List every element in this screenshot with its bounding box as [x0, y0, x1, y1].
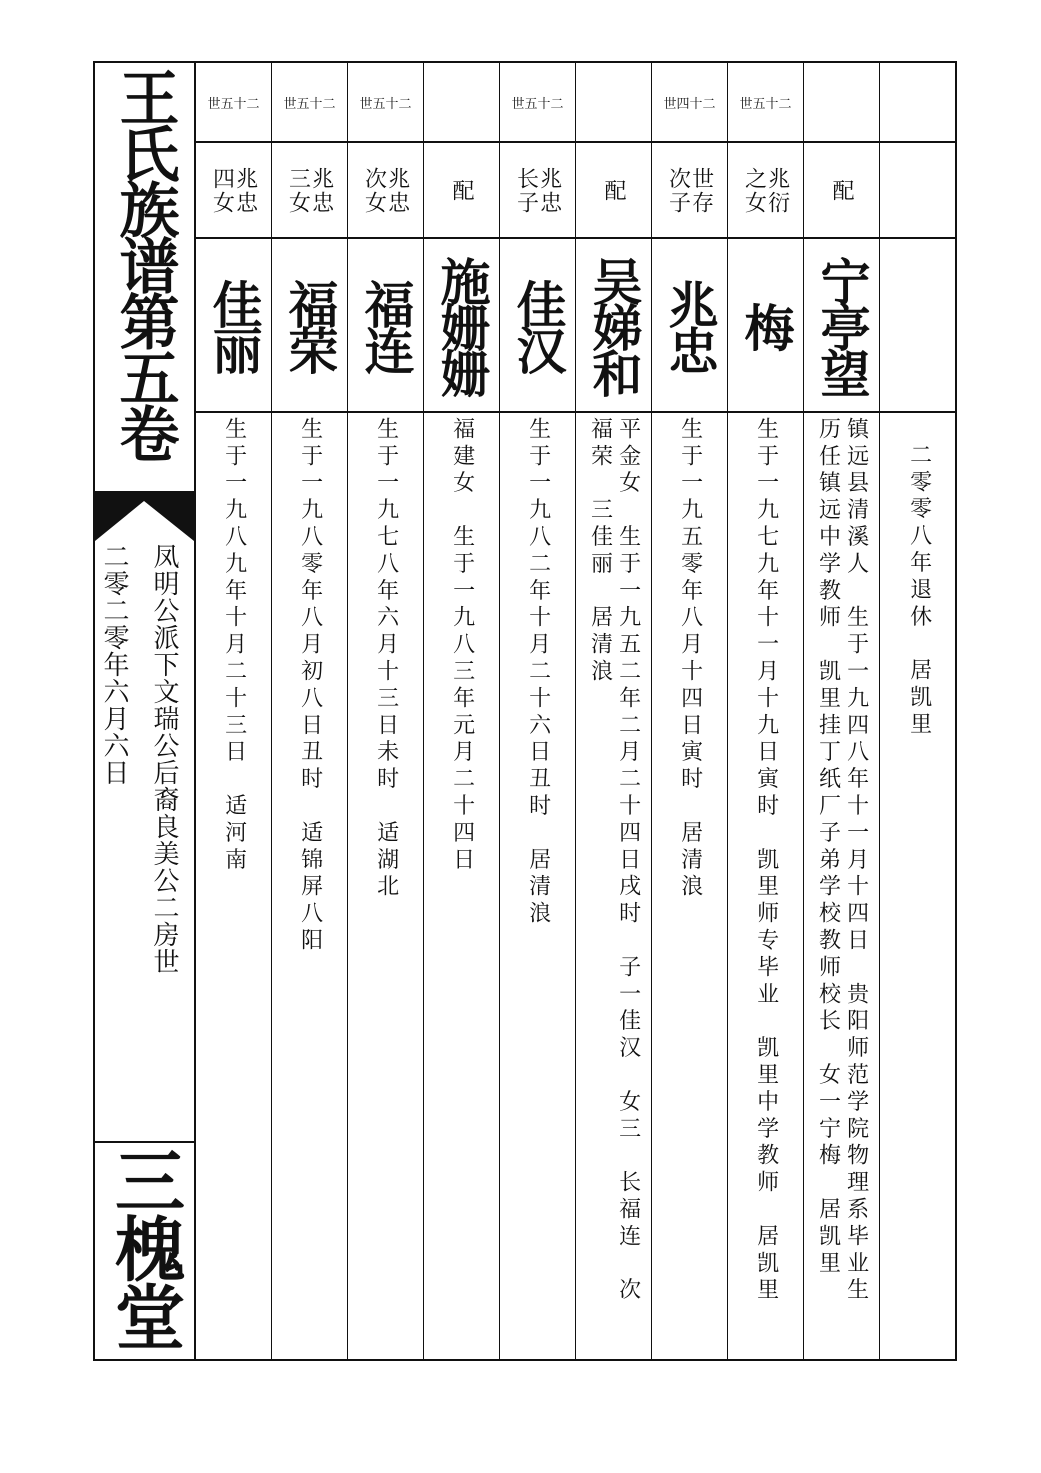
relation-cell [804, 143, 879, 238]
relation-cell [880, 143, 957, 238]
relation-cell [348, 143, 423, 238]
bio-cell [652, 417, 727, 1359]
bio-cell [576, 417, 651, 1359]
bio-cell [196, 417, 271, 1359]
person-name: 福荣 [280, 279, 340, 371]
fishtail-ornament [95, 491, 194, 541]
person-name: 兆忠 [660, 279, 720, 371]
generation-label: 世五十二 [207, 96, 260, 112]
bio-cell [728, 417, 803, 1359]
bio-text: 生于一九八二年十月二十六日丑时 居清浪 [525, 417, 551, 929]
relation-text: 配 [601, 178, 627, 203]
relation-cell [500, 143, 575, 238]
generation-label [804, 63, 879, 141]
relation-text: 兆衍 之女 [741, 166, 790, 215]
generation-label: 世四十二 [663, 96, 716, 112]
hall-name [95, 1145, 194, 1349]
name-cell [348, 239, 423, 411]
entry-column [196, 63, 272, 1359]
bio-text: 生于一九八九年十月二十三日 适河南 [221, 417, 247, 875]
bio-text: 福建女 生于一九八三年元月二十四日 [449, 417, 475, 875]
name-cell [272, 239, 347, 411]
entry-column [728, 63, 804, 1359]
relation-text: 兆忠 三女 [285, 166, 334, 215]
entry-column [348, 63, 424, 1359]
generation-label [576, 63, 651, 141]
generation-label: 世五十二 [511, 96, 564, 112]
generation-label: 世五十二 [739, 96, 792, 112]
name-cell [500, 239, 575, 411]
bio-cell [348, 417, 423, 1359]
entry-column [576, 63, 652, 1359]
publication-date: 二零二零年六月六日 [99, 543, 129, 786]
relation-cell [424, 143, 499, 238]
hall-name-text: 三槐堂 [103, 1145, 187, 1349]
name-cell [424, 239, 499, 411]
bio-text: 镇远县清溪人 生于一九四八年十一月十四日 贵阳师范学院物理系毕业生 历任镇远中学教师 凯里挂丁纸厂子弟学校教师校长 女一宁梅 居凯里 [815, 417, 869, 1305]
bio-cell [804, 417, 879, 1359]
bio-text: 生于一九八零年八月初八日丑时 适锦屏八阳 [297, 417, 323, 955]
genealogy-page [93, 61, 957, 1361]
generation-label: 世五十二 [283, 96, 336, 112]
generation-label: 世五十二 [359, 96, 412, 112]
relation-cell [576, 143, 651, 238]
name-cell [196, 239, 271, 411]
bio-text: 生于一九七九年十一月十九日寅时 凯里师专毕业 凯里中学教师 居凯里 [753, 417, 779, 1305]
person-name: 施姗姗 [432, 256, 492, 394]
entry-column [500, 63, 576, 1359]
name-cell [652, 239, 727, 411]
bio-text: 生于一九七八年六月十三日未时 适湖北 [373, 417, 399, 902]
person-name: 佳丽 [204, 279, 264, 371]
entry-column [804, 63, 880, 1359]
name-cell [804, 239, 879, 411]
bio-cell [272, 417, 347, 1359]
generation-label [880, 63, 957, 141]
bio-text: 生于一九五零年八月十四日寅时 居清浪 [677, 417, 703, 902]
relation-cell [728, 143, 803, 238]
title-strip [95, 63, 196, 1359]
book-title [95, 63, 194, 491]
book-title-text: 王氏族谱第五卷 [109, 67, 180, 459]
person-name: 宁亭望 [812, 256, 872, 394]
bio-cell [424, 417, 499, 1359]
person-name: 佳汉 [508, 279, 568, 371]
hall-divider [95, 1141, 194, 1143]
entry-column [880, 63, 957, 1359]
relation-cell [272, 143, 347, 238]
relation-text: 兆忠 次女 [361, 166, 410, 215]
bio-cell [880, 443, 957, 1359]
generation-label [424, 63, 499, 141]
name-cell [576, 239, 651, 411]
relation-text: 世存 次子 [665, 166, 714, 215]
person-name: 吴娣和 [584, 256, 644, 394]
person-name: 福连 [356, 279, 416, 371]
relation-cell [196, 143, 271, 238]
bio-cell [500, 417, 575, 1359]
relation-text: 配 [829, 178, 855, 203]
branch-lineage: 凤明公派下文瑞公后裔良美公二房世 [149, 543, 179, 975]
bio-text: 平金女 生于一九五二年二月二十四日戌时 子一佳汉 女三 长福连 次 福荣 三佳丽 居清浪 [587, 417, 641, 1305]
entry-column [424, 63, 500, 1359]
relation-cell [652, 143, 727, 238]
person-name: 梅 [736, 302, 796, 348]
relation-text: 兆忠 四女 [209, 166, 258, 215]
entry-column [272, 63, 348, 1359]
bio-text: 二零零八年退休 居凯里 [906, 443, 932, 739]
entry-column [652, 63, 728, 1359]
relation-text: 配 [449, 178, 475, 203]
name-cell [880, 239, 957, 411]
relation-text: 兆忠 长子 [513, 166, 562, 215]
name-cell [728, 239, 803, 411]
